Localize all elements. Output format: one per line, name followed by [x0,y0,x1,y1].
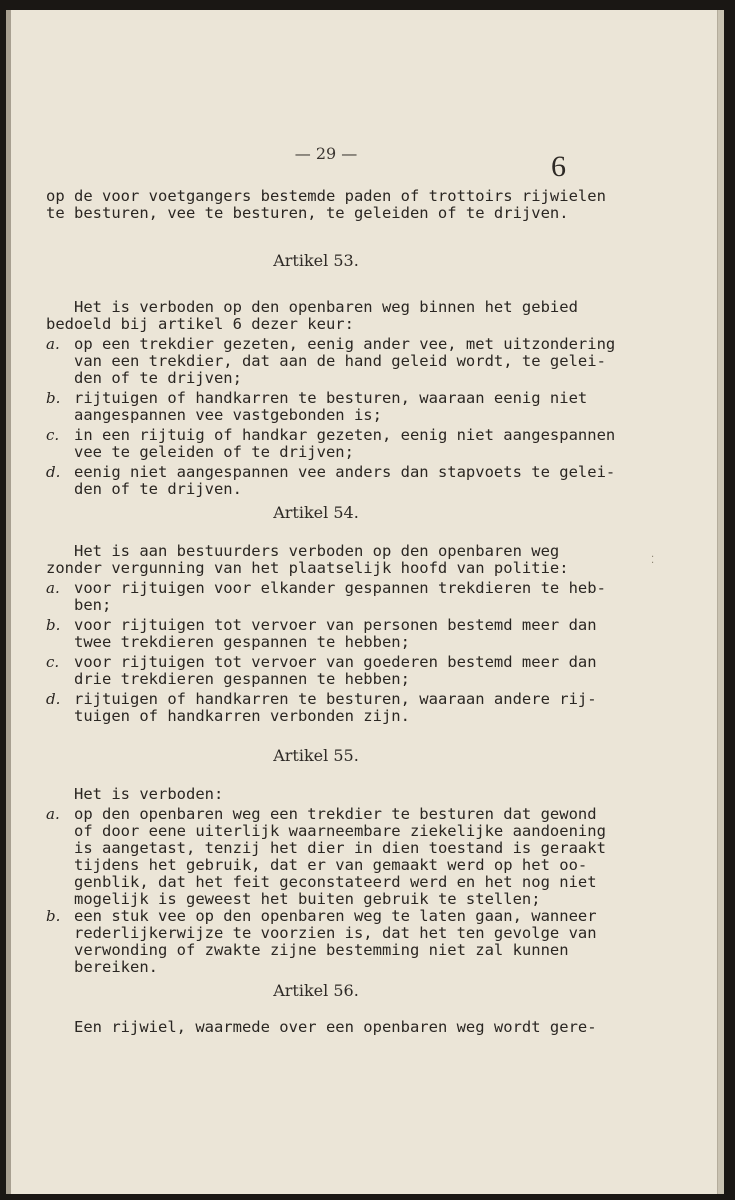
text-line: voor rijtuigen tot vervoer van goederen bestemd meer dan [74,653,597,671]
list-item [46,907,597,976]
text-line: in een rijtuig of handkar gezeten, eenig niet aangespannen [74,426,616,444]
list-item [46,579,606,614]
page-left-edge [6,10,11,1194]
text-line: zonder vergunning van het plaatselijk hoofd van politie: [46,559,569,577]
text-line: den of te drijven; [74,369,242,387]
text-line: rijtuigen of handkarren te besturen, waaraan eenig niet [74,389,588,407]
text-line: een stuk vee op den openbaren weg te laten gaan, wanneer [74,907,597,925]
text-line: aangespannen vee vastgebonden is; [74,406,382,424]
item-label: a. [46,335,60,353]
page-number: — 29 — [294,144,358,163]
body-text [46,187,616,1036]
text-line: op de voor voetgangers bestemde paden of trottoirs rijwielen [46,187,606,205]
list-item [46,463,616,498]
list-item [46,335,616,387]
item-label: c. [46,426,60,444]
text-line: mogelijk is geweest het buiten gebruik te stellen; [74,890,541,908]
text-line: vee te geleiden of te drijven; [74,443,354,461]
text-line: Een rijwiel, waarmede over een openbaren weg wordt gere- [74,1018,597,1036]
text-line: den of te drijven. [74,480,242,498]
page-right-edge [717,10,724,1194]
document-page [6,10,724,1194]
text-line: twee trekdieren gespannen te hebben; [74,633,410,651]
item-label: a. [46,579,60,597]
item-label: d. [46,690,61,708]
item-label: b. [46,389,61,407]
item-label: c. [46,653,60,671]
text-line: is aangetast, tenzij het dier in dien toestand is geraakt [74,839,606,857]
text-line: van een trekdier, dat aan de hand geleid wordt, te gelei- [74,352,606,370]
text-line: Het is verboden op den openbaren weg binnen het gebied [74,298,578,316]
text-line: of door eene uiterlijk waarneembare ziekelijke aandoening [74,822,606,840]
item-label: a. [46,805,60,823]
text-line: voor rijtuigen voor elkander gespannen trekdieren te heb- [74,579,606,597]
text-line: Het is verboden: [74,785,224,803]
list-item [46,390,586,424]
text-line: tijdens het gebruik, dat er van gemaakt werd op het oo- [74,856,588,874]
paper-speck: ⁚ [651,555,655,566]
article-heading: Artikel 53. [273,251,359,270]
text-line: bedoeld bij artikel 6 dezer keur: [46,315,354,333]
list-item [46,690,597,725]
text-line: eenig niet aangespannen vee anders dan stapvoets te gelei- [74,463,616,481]
text-line: ben; [74,596,112,614]
text-line: verwonding of zwakte zijne bestemming niet zal kunnen [74,941,569,959]
list-item [46,653,597,688]
text-line: drie trekdieren gespannen te hebben; [74,670,410,688]
text-line: bereiken. [74,958,158,976]
item-label: b. [46,907,61,925]
text-line: rijtuigen of handkarren te besturen, waaraan andere rij- [74,690,597,708]
signature-mark: 6 [551,150,566,183]
text-line: rederlijkerwijze te voorzien is, dat het ten gevolge van [74,924,597,942]
text-line: op een trekdier gezeten, eenig ander vee, met uitzondering [74,335,616,353]
text-line: voor rijtuigen tot vervoer van personen bestemd meer dan [74,616,597,634]
list-item [46,426,616,461]
item-label: b. [46,616,61,634]
article-heading: Artikel 56. [273,981,359,1000]
item-label: d. [46,463,61,481]
article-heading: Artikel 55. [273,746,359,765]
text-line: te besturen, vee te besturen, te geleiden of te drijven. [46,204,569,222]
article-heading: Artikel 54. [273,503,359,522]
text-line: op den openbaren weg een trekdier te besturen dat gewond [74,805,597,823]
text-line: genblik, dat het feit geconstateerd werd en het nog niet [74,873,597,891]
text-line: Het is aan bestuurders verboden op den openbaren weg [74,542,560,560]
list-item [46,805,606,908]
text-line: tuigen of handkarren verbonden zijn. [74,707,410,725]
list-item [46,616,597,651]
